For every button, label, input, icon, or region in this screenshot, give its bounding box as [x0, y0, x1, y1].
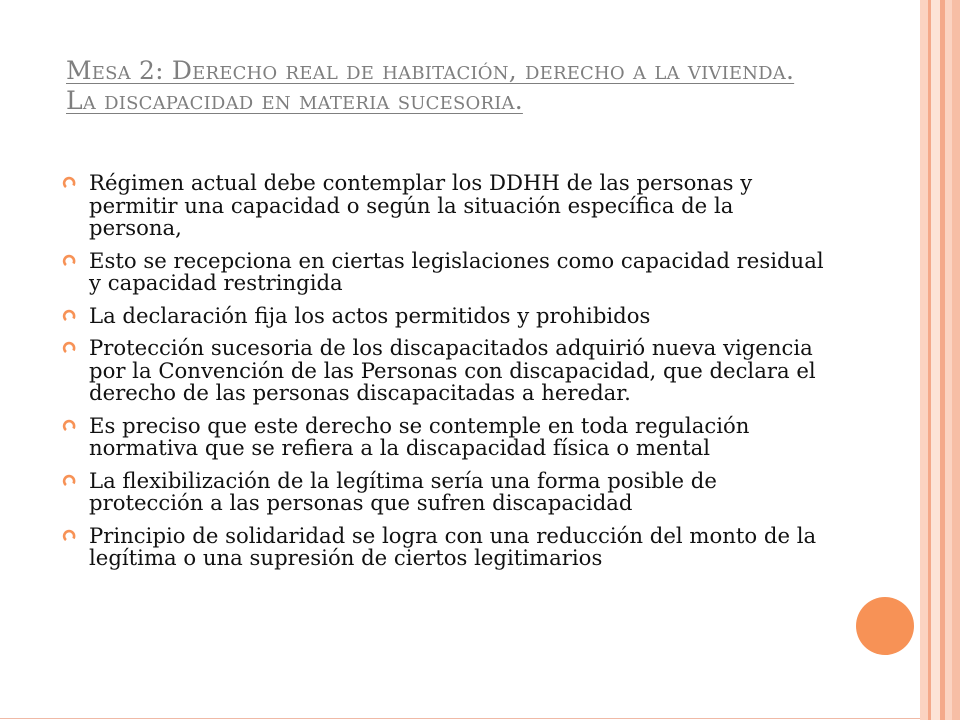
ring-bullet-icon	[62, 529, 76, 543]
stripe	[945, 0, 952, 720]
list-item	[62, 412, 832, 460]
list-item	[62, 247, 832, 295]
decorative-circle	[856, 597, 914, 655]
list-item	[62, 522, 832, 570]
ring-bullet-icon	[62, 309, 76, 323]
ring-bullet-icon	[62, 254, 76, 268]
ring-bullet-icon	[62, 474, 76, 488]
stripe	[952, 0, 960, 720]
bullet-list	[62, 172, 832, 580]
bullet-text: Esto se recepciona en ciertas legislaciones como capacidad residual y capacidad restringida	[89, 247, 824, 295]
bullet-text: Protección sucesoria de los discapacitados adquirió nueva vigencia por la Convención de las Personas con discapacidad, que declara el derecho de las personas discapacitadas a heredar.	[89, 335, 816, 405]
bullet-text: Principio de solidaridad se logra con una reducción del monto de la legítima o una supresión de ciertos legitimarios	[89, 522, 817, 570]
bullet-text: Régimen actual debe contemplar los DDHH de las personas y permitir una capacidad o según la situación específica de la persona,	[89, 170, 753, 240]
bullet-text: La declaración fija los actos permitidos y prohibidos	[89, 302, 651, 328]
list-item	[62, 172, 832, 240]
ring-bullet-icon	[62, 419, 76, 433]
title-line-2: La discapacidad en materia sucesoria.	[66, 86, 523, 115]
decorative-stripes	[920, 0, 960, 720]
bullet-text: Es preciso que este derecho se contemple en toda regulación normativa que se refiera a la discapacidad física o mental	[89, 412, 750, 460]
slide-title	[66, 56, 896, 116]
stripe	[931, 0, 940, 720]
bullet-text: La flexibilización de la legítima sería una forma posible de protección a las personas que sufren discapacidad	[89, 467, 717, 515]
ring-bullet-icon	[62, 176, 76, 190]
ring-bullet-icon	[62, 341, 76, 355]
stripe	[920, 0, 928, 720]
list-item	[62, 337, 832, 405]
list-item	[62, 302, 832, 328]
list-item	[62, 467, 832, 515]
title-line-1: Mesa 2: Derecho real de habitación, derecho a la vivienda.	[66, 56, 795, 85]
